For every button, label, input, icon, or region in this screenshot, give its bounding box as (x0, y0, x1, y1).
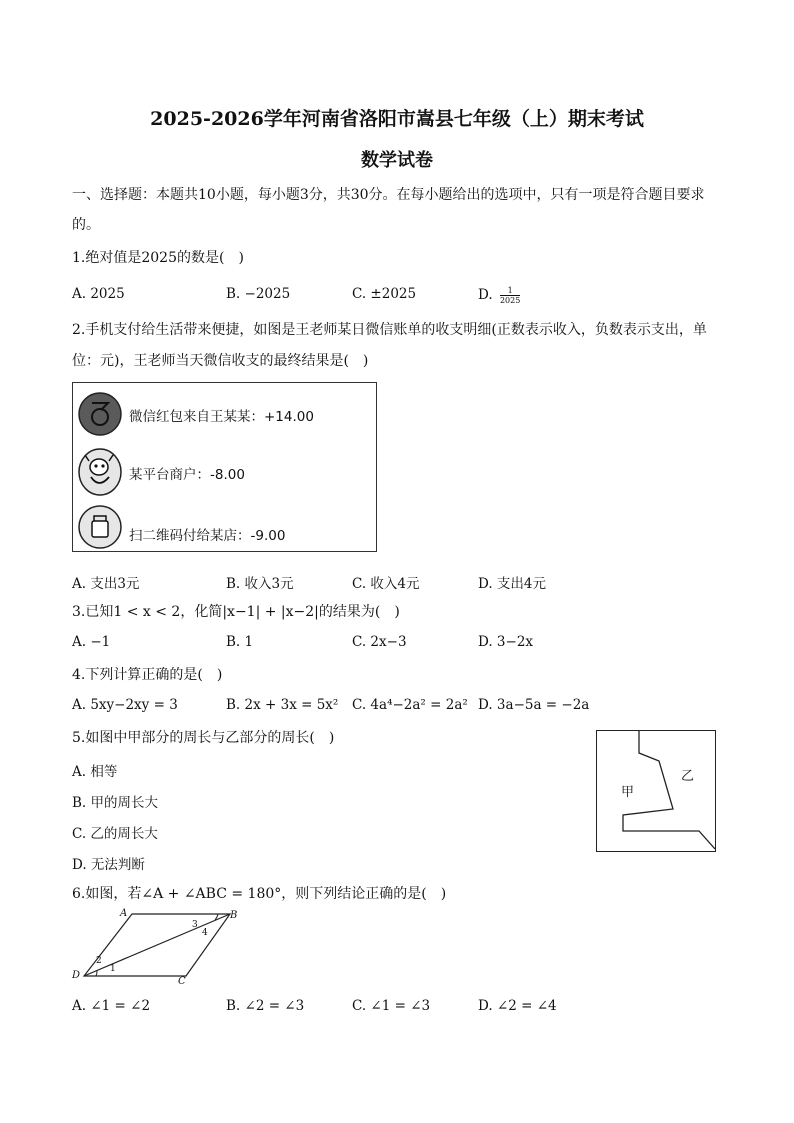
bill-item-1: 微信红包来自王某某：+14.00 (129, 409, 314, 425)
q6-vertex-c: C (178, 976, 186, 987)
page-title: 2025-2026学年河南省洛阳市嵩县七年级（上）期末考试 (150, 108, 644, 130)
q1-fraction (500, 286, 520, 305)
bill-item-3: 扫二维码付给某店：-9.00 (129, 528, 286, 544)
q6-angle-3: 3 (192, 920, 198, 930)
q5-option-b: B. 甲的周长大 (72, 795, 159, 811)
qr-payment-icon (77, 504, 123, 550)
q5-dividing-line (597, 731, 715, 851)
q4-option-c: C. 4a⁴−2a² = 2a² (352, 697, 468, 713)
wechat-bill-figure (72, 382, 377, 552)
q5-stem: 5.如图中甲部分的周长与乙部分的周长( ) (72, 730, 335, 746)
q2-stem-line1: 2.手机支付给生活带来便捷，如图是王老师某日微信账单的收支明细(正数表示收入，负数表示支出，单 (72, 322, 707, 338)
q4-option-a: A. 5xy−2xy = 3 (72, 697, 178, 713)
q6-angle-2: 2 (96, 956, 102, 966)
q3-option-c: C. 2x−3 (352, 634, 407, 650)
q2-option-c: C. 收入4元 (352, 576, 420, 592)
q4-stem: 4.下列计算正确的是( ) (72, 667, 223, 683)
q6-option-c: C. ∠1 = ∠3 (352, 998, 431, 1014)
bill-item-2: 某平台商户：-8.00 (129, 467, 245, 483)
q1-option-c: C. ±2025 (352, 286, 417, 302)
q5-option-a: A. 相等 (72, 764, 118, 780)
q5-label-jia: 甲 (621, 785, 635, 800)
page-subtitle: 数学试卷 (361, 150, 433, 171)
q6-angle-4: 4 (202, 928, 208, 938)
q5-label-yi: 乙 (681, 769, 695, 784)
q5-option-d: D. 无法判断 (72, 857, 145, 873)
q6-angle-1: 1 (110, 964, 116, 974)
q6-option-b: B. ∠2 = ∠3 (226, 998, 305, 1014)
q6-vertex-d: D (72, 970, 81, 981)
q2-stem-line2: 位：元)，王老师当天微信收支的最终结果是( ) (72, 353, 369, 369)
q6-option-a: A. ∠1 = ∠2 (72, 998, 151, 1014)
q3-option-b: B. 1 (226, 634, 254, 650)
q3-stem: 3.已知1 < x < 2，化简|x−1| + |x−2|的结果为( ) (72, 604, 400, 620)
q6-stem: 6.如图，若∠A + ∠ABC = 180°，则下列结论正确的是( ) (72, 886, 447, 902)
merchant-mascot-icon (77, 447, 123, 497)
q1-option-a: A. 2025 (72, 286, 125, 302)
q6-vertex-a: A (120, 908, 128, 919)
q4-option-b: B. 2x + 3x = 5x² (226, 697, 339, 713)
q1-option-d-prefix: D. (478, 287, 493, 303)
q6-vertex-b: B (230, 910, 238, 921)
q2-option-d: D. 支出4元 (478, 576, 547, 592)
q1-fraction-den: 2025 (499, 296, 521, 305)
q6-parallelogram (70, 906, 250, 986)
q2-option-b: B. 收入3元 (226, 576, 294, 592)
q5-option-c: C. 乙的周长大 (72, 826, 158, 842)
q2-option-a: A. 支出3元 (72, 576, 140, 592)
red-packet-icon (77, 391, 123, 437)
section-header-line2: 的。 (72, 217, 100, 233)
q1-option-d (478, 286, 520, 305)
q1-fraction-num: 1 (500, 286, 520, 296)
q3-option-d: D. 3−2x (478, 634, 534, 650)
q6-option-d: D. ∠2 = ∠4 (478, 998, 557, 1014)
section-header-line1: 一、选择题：本题共10小题，每小题3分，共30分。在每小题给出的选项中，只有一项是符合题目要求 (72, 187, 705, 203)
q1-option-b: B. −2025 (226, 286, 291, 302)
q3-option-a: A. −1 (72, 634, 111, 650)
q5-figure (596, 730, 716, 852)
q1-stem: 1.绝对值是2025的数是( ) (72, 250, 244, 266)
q4-option-d: D. 3a−5a = −2a (478, 697, 590, 713)
